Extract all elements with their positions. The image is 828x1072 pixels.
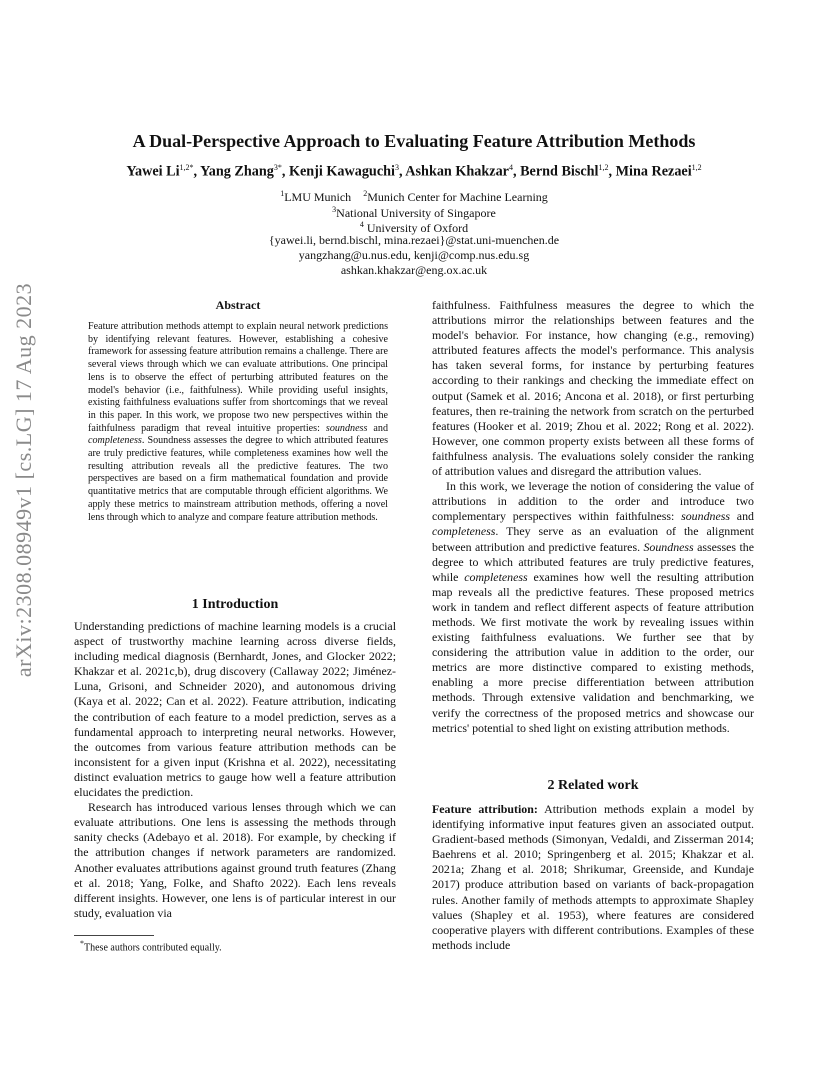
text-run: Attribution methods explain a model by identifying informative input features given an associated output. Gradient-based methods (Simonyan, Vedaldi, and Zisserman 2014; Baehrens et al. 2010; Springenberg et al. 2015; Khakzar et al. 2021a; Zhang et al. 2018; Shrikumar, Greenside, and Kundaje 2017) produce attribution based on variants of back-propagation rules. Another family of methods attempts to approximate Shapley values (Shapley et al. 1953), where features are considered cooperative players with different contributions. Examples of these methods include xyxy=(432,802,754,952)
paragraph xyxy=(432,479,754,736)
email-line: ashkan.khakzar@eng.ox.ac.uk xyxy=(340,263,488,277)
author-name: Ashkan Khakzar xyxy=(405,163,509,180)
paragraph: Research has introduced various lenses through which we can evaluate attributions. One lens is assessing the methods through sanity checks (Adebayo et al. 2018). For example, by checking if the attribution changes if network parameters are randomized. Another evaluates attributions against ground truth features (Zhang et al. 2018; Yang, Folke, and Shafto 2022). Each lens reveals different insights. However, one lens is of particular interest in our study, evaluation via xyxy=(74,800,396,920)
footnote-mark: * xyxy=(80,939,84,948)
author-name: Yawei Li xyxy=(126,163,180,180)
author-affiliation-mark: 4 xyxy=(508,163,513,172)
section-heading-related-work: 2 Related work xyxy=(547,778,639,793)
affiliation-mark: 2 xyxy=(363,189,368,198)
author-affiliation-mark: 1,2* xyxy=(179,163,194,172)
paragraph xyxy=(432,802,754,953)
author-affiliation-mark: 3* xyxy=(273,163,282,172)
left-column-body xyxy=(74,619,396,921)
paragraph: Understanding predictions of machine learning models is a crucial aspect of trustworthy machine learning across diverse fields, including medical diagnosis (Bernhardt, Jones, and Glocker 2022; Khakzar et al. 2021c,b), drug discovery (Callaway 2022; Jiménez-Luna, Grisoni, and Schneider 2020), and autonomous driving (Kaya et al. 2022; Can et al. 2022). Feature attribution, indicating the contribution of each feature to a model prediction, serves as a fundamental approach to interpreting neural networks. However, the outcomes from various feature attribution methods can be inconsistent for a given input (Krishna et al. 2022), necessitating distinct evaluation metrics to gauge how well a feature attribution elucidates the prediction. xyxy=(74,619,396,800)
paper-title: A Dual-Perspective Approach to Evaluating Feature Attribution Methods xyxy=(132,131,696,151)
term-soundness: Soundness xyxy=(643,539,694,554)
abstract-text: Feature attribution methods attempt to explain neural network predictions by identifying relevant features. However, establishing a cohesive framework for assessing feature attribution remains a challenge. There are several views through which we can evaluate attributions. One principal lens is to observe the effect of perturbing attributed features on the model's behavior (i.e., faithfulness). While providing useful insights, existing faithfulness evaluations suffer from shortcomings that we reveal in this paper. In this work, we propose two new perspectives within the faithfulness paradigm that reveal intuitive properties: xyxy=(88,321,388,434)
paragraph-label: Feature attribution: xyxy=(432,802,538,816)
term-completeness: completeness xyxy=(432,524,496,539)
section-heading-introduction: 1 Introduction xyxy=(191,597,279,612)
term-soundness: soundness xyxy=(681,509,730,524)
right-column-body xyxy=(432,298,754,736)
term-completeness: completeness xyxy=(464,569,528,584)
abstract-term-completeness: completeness xyxy=(88,435,142,447)
author-affiliation-mark: 1,2 xyxy=(691,163,702,172)
affiliation: University of Oxford xyxy=(363,221,469,235)
author-affiliation-mark: 1,2 xyxy=(598,163,609,172)
author-affiliation-mark: 3 xyxy=(394,163,399,172)
affiliation-mark: 4 xyxy=(359,220,364,229)
email-line: yangzhang@u.nus.edu, kenji@comp.nus.edu.sg xyxy=(298,248,530,262)
author-name: Mina Rezaei xyxy=(615,163,692,180)
abstract-body xyxy=(88,321,388,524)
arxiv-identifier xyxy=(11,282,44,678)
author-name: Kenji Kawaguchi xyxy=(288,163,395,180)
arxiv-identifier-text: arXiv:2308.08949v1 [cs.LG] 17 Aug 2023 xyxy=(11,282,36,678)
paragraph: faithfulness. Faithfulness measures the degree to which the attributions mirror the relationships between features and the model's behavior. For instance, how changing (e.g., removing) attributed features affects the model's performance. This analysis has taken several forms, for instance by perturbing features according to their rankings and checking the immediate effect on output (Samek et al. 2016; Ancona et al. 2018), or first perturbing features, then re-training the network from scratch on the perturbed features (Hooker et al. 2019; Zhou et al. 2022; Rong et al. 2022). However, one common property exists between all these forms of faithfulness analysis. The evaluations solely consider the ranking of attribution values and disregard the attribution values. xyxy=(432,298,754,479)
affiliation: National University of Singapore xyxy=(336,206,496,220)
email-line: {yawei.li, bernd.bischl, mina.rezaei}@stat.uni-muenchen.de xyxy=(268,233,560,247)
text-run: examines how well the resulting attribution map reveals all the predictive features. These proposed metrics work in tandem and reflect different aspects of feature attribution methods. We first motivate the work by revealing issues within existing faithfulness evaluations. We further see that by considering the attribution value in addition to the order, our metrics are more distinctive compared to existing methods, enabling a more precise differentiation between attribution methods. Through extensive validation and benchmarking, we verify the correctness of the proposed metrics and showcase our metrics' potential to shed light on existing attribution methods. xyxy=(432,569,754,735)
affiliation-mark: 3 xyxy=(332,205,337,214)
affiliation: Munich Center for Machine Learning xyxy=(367,190,548,204)
abstract-heading: Abstract xyxy=(215,298,261,312)
author-list: Yawei $Li^{1,2*}$, Yang Zhang$^{3*}$, Kenji Kawaguchi$^3$, Ashkan Khakzar$^4$, Bernd Bischl$^{1,2}$, Mina Rezaei$^{1,2}$ xyxy=(126,163,702,180)
abstract-text: . Soundness assesses the degree to which attributed features are truly predictive features, while completeness examines how well the resulting attribution reveals all the predictive features. The two perspectives are based on a firm mathematical foundation and provide quantitative metrics that are computable through efficient algorithms. We apply these metrics to mainstream attribution methods, offering a novel lens through which to analyze and compare feature attribution methods. xyxy=(88,435,388,523)
text-run: and xyxy=(730,509,754,524)
footnote-divider xyxy=(74,935,154,936)
text-run: assesses the degree to which attributed features are truly predictive features, while xyxy=(432,539,754,584)
abstract-term-soundness: soundness xyxy=(325,422,368,434)
author-name: Yang Zhang xyxy=(200,163,274,180)
abstract-text: and xyxy=(367,422,388,434)
author-name: Bernd Bischl xyxy=(520,163,599,180)
footnote xyxy=(80,939,222,953)
affiliation-mark: 1 xyxy=(280,189,285,198)
text-run: . They serve as an evaluation of the alignment between attribution and predictive features. xyxy=(432,524,754,554)
affiliation: LMU Munich xyxy=(284,190,352,204)
text-run: In this work, we leverage the notion of considering the value of attributions in addition to the order and introduce two complementary perspectives within faithfulness: xyxy=(432,479,754,524)
related-work-body xyxy=(432,802,754,953)
footnote-text: These authors contributed equally. xyxy=(84,942,222,954)
